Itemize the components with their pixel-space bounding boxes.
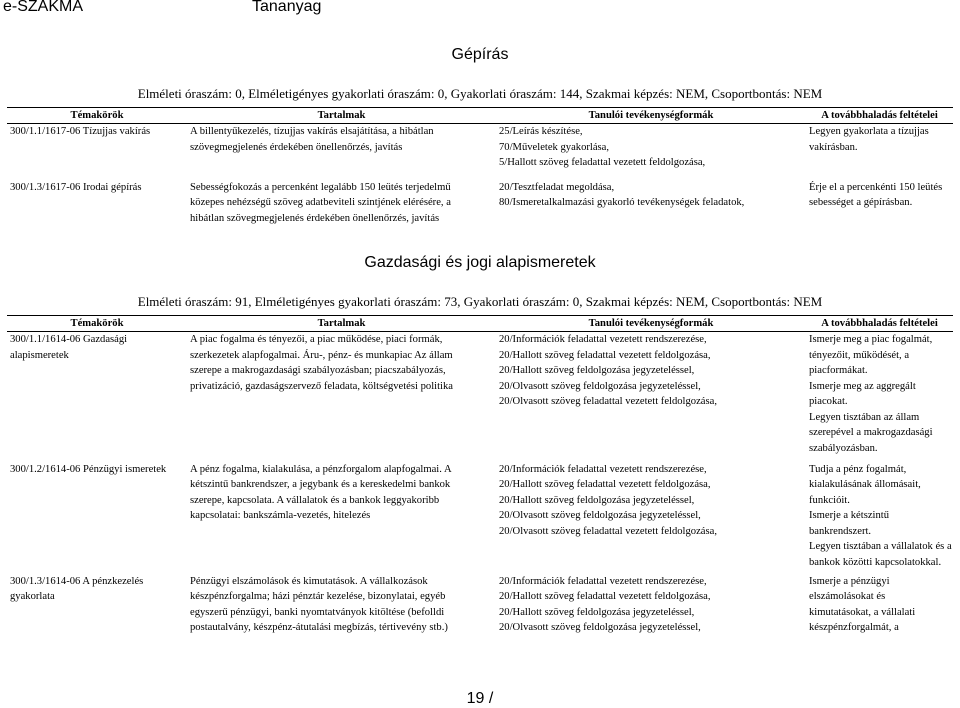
block1-title: Gépírás xyxy=(451,46,509,63)
content-cell: Pénzügyi elszámolások és kimutatások. A vállalkozások készpénzforgalma; házi pénztár kezelése, bizonylatai, egyéb egyszerű pénzügyi, banki nyomtatványok kitöltése (befolldi postautalvány, készpénz-átutalási megbízás, tértivevény stb.) xyxy=(190,575,448,633)
table-row xyxy=(7,574,953,638)
block1-table xyxy=(7,107,953,230)
conditions-cell: Ismerje meg a piac fogalmát, tényezőit, működését, a piacformákat. Ismerje meg az aggregált piacokat. Legyen tisztában az állam szerepével a makrogazdasági szabályozásban. xyxy=(809,334,933,454)
content-cell: A piac fogalma és tényezői, a piac működése, piaci formák, szerkezetek alapfogalmai. Áru-, pénz- és munkapiac Az állam szerepe a makrogazdasági szabályozásban; piacszabályozás, privatizáció, gazdaságszervező feladata, költségvetési politika xyxy=(190,334,453,392)
page-number: 19 / xyxy=(466,690,494,707)
header-contents: Tartalmak xyxy=(187,108,496,124)
conditions-cell: Érje el a percenkénti 150 leütés sebességet a gépírásban. xyxy=(809,181,943,208)
block2-table xyxy=(7,315,953,638)
header-activities: Tanulói tevékenységformák xyxy=(496,108,806,124)
block2-meta: Elméleti óraszám: 91, Elméletigényes gyakorlati óraszám: 73, Gyakorlati óraszám: 0, Szakmai képzés: NEM, Csoportbontás: NEM xyxy=(137,294,823,309)
activities-cell: 20/Információk feladattal vezetett rendszerezése, 20/Hallott szöveg feladattal vezetett feldolgozása, 20/Hallott szöveg feldolgozása jegyzeteléssel, 20/Olvasott szöveg feldolgozása jegyzeteléssel, 20/Olvasott szöveg feladattal vezetett feldolgozása, xyxy=(499,334,717,407)
header-conditions: A továbbhaladás feltételei xyxy=(806,316,953,332)
activities-cell: 20/Tesztfeladat megoldása, 80/Ismeretalkalmazási gyakorló tevékenységek feladatok, xyxy=(499,181,745,208)
conditions-cell: Ismerje a pénzügyi elszámolásokat és kimutatásokat, a vállalati készpénzforgalmát, a xyxy=(809,575,916,633)
table-header-row xyxy=(7,316,953,332)
table-row xyxy=(7,462,953,574)
header-topics: Témakörök xyxy=(7,316,187,332)
conditions-cell: Legyen gyakorlata a tízujjas vakírásban. xyxy=(809,126,929,153)
activities-cell: 20/Információk feladattal vezetett rendszerezése, 20/Hallott szöveg feladattal vezetett feldolgozása, 20/Hallott szöveg feldolgozása jegyzeteléssel, 20/Olvasott szöveg feldolgozása jegyzeteléssel, xyxy=(499,575,711,633)
topic-cell: 300/1.3/1617-06 Irodai gépírás xyxy=(10,181,142,193)
table-row xyxy=(7,124,953,180)
header-conditions: A továbbhaladás feltételei xyxy=(806,108,953,124)
conditions-cell: Tudja a pénz fogalmát, kialakulásának állomásait, funkcióit. Ismerje a kétszintű bankrendszert. Legyen tisztában a vállalatok és a bankok közötti kapcsolatokkal. xyxy=(809,463,952,568)
content-cell: A pénz fogalma, kialakulása, a pénzforgalom alapfogalmai. A kétszintű bankrendszer, a jegybank és a kereskedelmi bankok szerepe, kapcsolata. A vállalatok és a bankok leggyakoribb kapcsolatai: bankszámla-vezetés, hitelezés xyxy=(190,463,452,521)
activities-cell: 25/Leírás készítése, 70/Műveletek gyakorlása, 5/Hallott szöveg feladattal vezetett feldolgozása, xyxy=(499,126,706,168)
table-row xyxy=(7,332,953,462)
section-title-tananyag[interactable]: Tananyag xyxy=(252,0,322,15)
topic-cell: 300/1.1/1617-06 Tízujjas vakírás xyxy=(10,126,151,137)
table-row xyxy=(7,180,953,230)
header-activities: Tanulói tevékenységformák xyxy=(496,316,806,332)
activities-cell: 20/Információk feladattal vezetett rendszerezése, 20/Hallott szöveg feladattal vezetett feldolgozása, 20/Hallott szöveg feldolgozása jegyzeteléssel, 20/Olvasott szöveg feldolgozása jegyzeteléssel, 20/Olvasott szöveg feladattal vezetett feldolgozása, xyxy=(499,463,717,537)
topic-cell: 300/1.3/1614-06 A pénzkezelés gyakorlata xyxy=(10,575,144,602)
content-cell: A billentyűkezelés, tízujjas vakírás elsajátítása, a hibátlan szövegmegjelenés érdekében önellenőrzés, javítás xyxy=(190,126,434,153)
topic-cell: 300/1.1/1614-06 Gazdasági alapismeretek xyxy=(10,334,128,361)
header-topics: Témakörök xyxy=(7,108,187,124)
block2-title: Gazdasági és jogi alapismeretek xyxy=(364,254,596,271)
table-header-row xyxy=(7,108,953,124)
topic-cell: 300/1.2/1614-06 Pénzügyi ismeretek xyxy=(10,463,167,475)
header-contents: Tartalmak xyxy=(187,316,496,332)
block1-meta: Elméleti óraszám: 0, Elméletigényes gyakorlati óraszám: 0, Gyakorlati óraszám: 144, Szakmai képzés: NEM, Csoportbontás: NEM xyxy=(137,86,823,101)
site-logo[interactable]: e-SZAKMA xyxy=(3,0,84,15)
content-cell: Sebességfokozás a percenként legalább 150 leütés terjedelmű közepes nehézségű szöveg adatbeviteli szintjének elérésére, a hibátlan szövegmegjelenés érdekében önellenőrzés, javítás xyxy=(190,181,451,224)
